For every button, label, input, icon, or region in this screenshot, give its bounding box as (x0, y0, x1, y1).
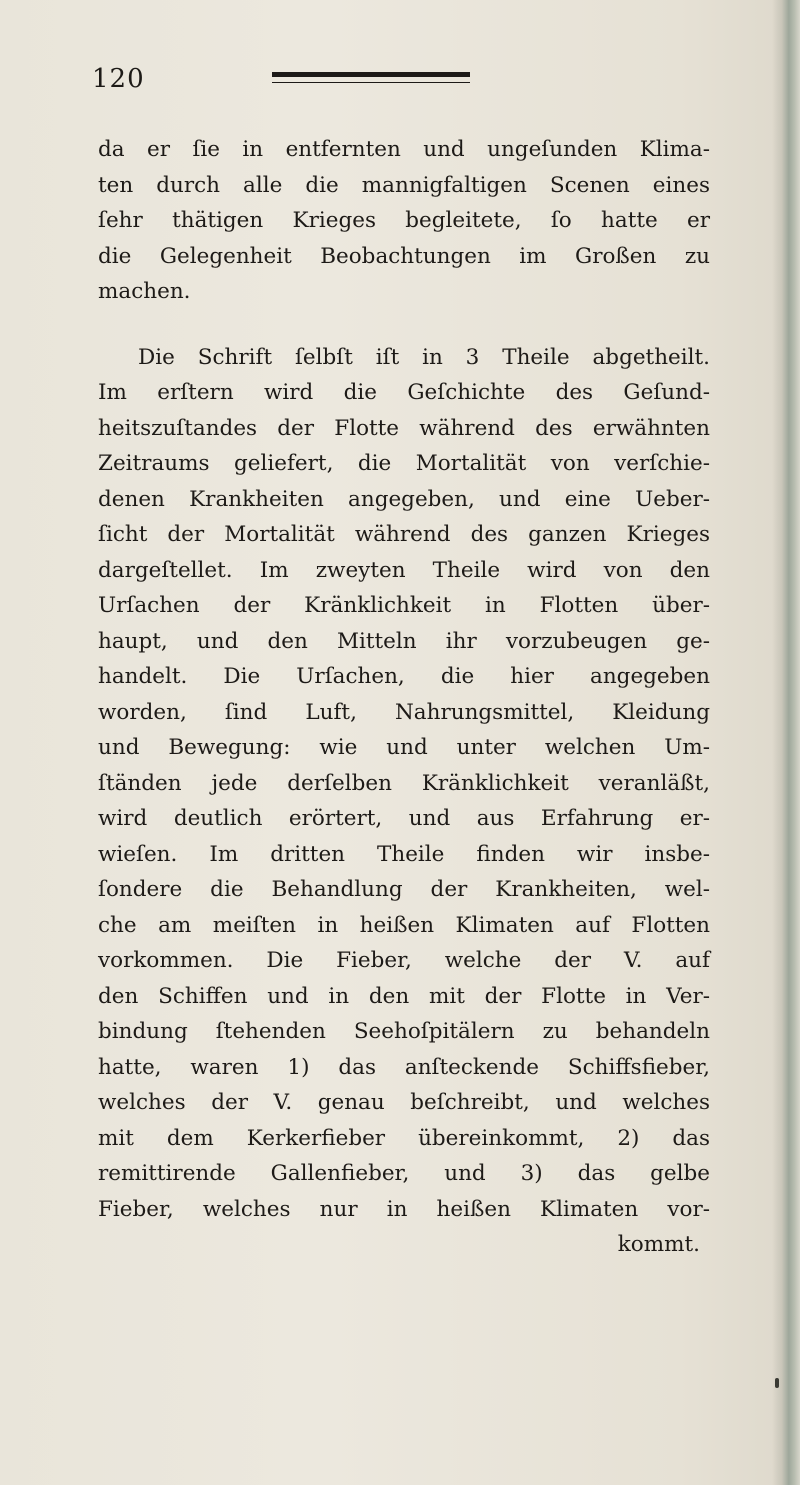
text-line: Zeitraums geliefert, die Mortalität von verſchie- (98, 451, 710, 476)
text-line: da er ſie in entfernten und ungeſunden Klima- (98, 137, 710, 162)
page-edge-shadow (772, 0, 800, 1485)
text-line: denen Krankheiten angegeben, und eine Ueber- (98, 486, 710, 512)
page-number: 120 (92, 64, 145, 94)
text-line: welches der V. genau beſchreibt, und welches (98, 1090, 710, 1115)
text-line: heitszuſtandes der Flotte während des erwähnten (98, 415, 710, 441)
text-line: machen. (98, 279, 191, 304)
text-line: ten durch alle die mannigfaltigen Scenen eines (98, 172, 710, 198)
text-line: vorkommen. Die Fieber, welche der V. auf (98, 948, 710, 973)
text-line: wieſen. Im dritten Theile finden wir insbe- (98, 841, 710, 867)
text-line: wird deutlich erörtert, und aus Erfahrung er- (98, 806, 710, 831)
margin-mark (775, 1378, 779, 1388)
text-line: ſondere die Behandlung der Krankheiten, wel- (98, 877, 710, 902)
text-line: handelt. Die Urſachen, die hier angegeben (98, 664, 710, 689)
text-line: haupt, und den Mitteln ihr vorzubeugen ge- (98, 628, 710, 654)
text-line: Urſachen der Kränklichkeit in Flotten über- (98, 593, 710, 618)
text-line: ſtänden jede derſelben Kränklichkeit veranläßt, (98, 770, 710, 796)
text-line: dargeſtellet. Im zweyten Theile wird von den (98, 557, 710, 583)
text-line: ſehr thätigen Krieges begleitete, ſo hatte er (98, 208, 710, 233)
text-line: remittirende Gallenfieber, und 3) das gelbe (98, 1161, 710, 1186)
text-line: worden, ſind Luft, Nahrungsmittel, Kleidung (98, 699, 710, 725)
body-text (98, 132, 710, 1263)
text-line: die Gelegenheit Beobachtungen im Großen zu (98, 243, 710, 269)
text-line: den Schiffen und in den mit der Flotte in Ver- (98, 983, 710, 1009)
text-line: hatte, waren 1) das anſteckende Schiffsfieber, (98, 1054, 710, 1080)
text-line: kommt. (617, 1232, 700, 1257)
header-rule (272, 72, 470, 77)
text-line: und Bewegung: wie und unter welchen Um- (98, 735, 710, 760)
text-line: Fieber, welches nur in heißen Klimaten vor- (98, 1196, 710, 1222)
text-line: mit dem Kerkerfieber übereinkommt, 2) das (98, 1125, 710, 1151)
text-line: ſicht der Mortalität während des ganzen Krieges (98, 522, 710, 547)
header-rule-thin (272, 82, 470, 83)
text-line: Die Schrift ſelbſt iſt in 3 Theile abgetheilt. (138, 344, 710, 370)
text-line: che am meiſten in heißen Klimaten auf Flotten (98, 912, 710, 938)
text-line: Im erſtern wird die Geſchichte des Geſund- (98, 380, 710, 405)
text-line: bindung ſtehenden Seehoſpitälern zu behandeln (98, 1019, 710, 1044)
